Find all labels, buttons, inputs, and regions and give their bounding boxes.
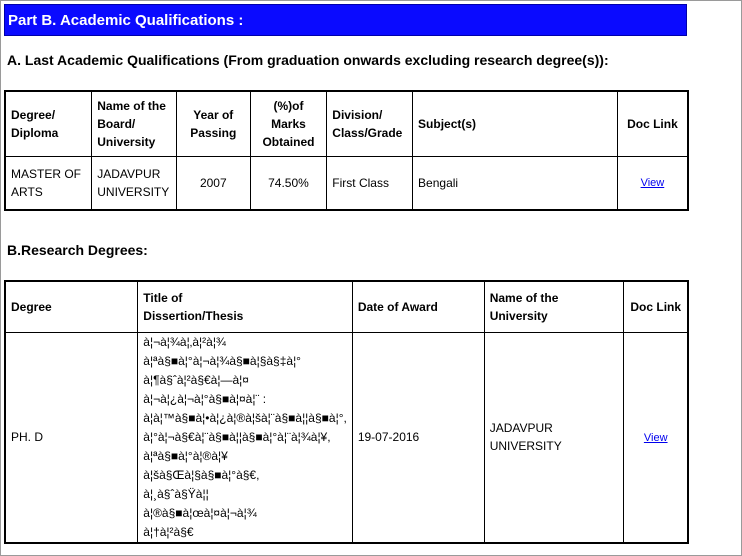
cell-doc-link bbox=[617, 156, 688, 210]
cell-thesis-title bbox=[138, 332, 353, 543]
section-title-research-degrees: B.Research Degrees: bbox=[7, 242, 148, 258]
cell-degree: MASTER OF ARTS bbox=[5, 156, 92, 210]
cell-subject: Bengali bbox=[413, 156, 618, 210]
cell-year: 2007 bbox=[176, 156, 250, 210]
header-board: Name of the Board/ University bbox=[92, 91, 177, 156]
cell-university: JADAVPUR UNIVERSITY bbox=[484, 332, 624, 543]
thesis-title-lines: à¦¬à¦¾à¦‚à¦²à¦¾ à¦ªà§■à¦°à¦¬à¦¾à§■à¦§à§‡à¦° à¦¶à§ˆà¦²à§€à¦—à¦¤ à¦¬à¦¿à¦¬à¦°à§■à¦¤à¦¨ : à¦à¦™à§■à¦•à¦¿à¦®à¦šà¦¨à§■à¦¦à§■à¦°, à¦°à¦¬à§€à¦¨à§■à¦¦à§■à¦°à¦¨à¦¾à¦¥, à¦ªà§■à¦°à¦®à¦¥ à¦šà§Œà¦§à§■à¦°à§€, à¦¸à§ˆà§Ÿà¦¦ à¦®à§■à¦œà¦¤à¦¬à¦¾ à¦†à¦²à§€ bbox=[143, 334, 347, 539]
cell-date-of-award: 19-07-2016 bbox=[352, 332, 484, 543]
header-doc-link: Doc Link bbox=[617, 91, 688, 156]
header-date-of-award: Date of Award bbox=[352, 281, 484, 332]
cell-board: JADAVPUR UNIVERSITY bbox=[92, 156, 177, 210]
table-row bbox=[5, 332, 688, 543]
table-header-row bbox=[5, 281, 688, 332]
header-degree: Degree/ Diploma bbox=[5, 91, 92, 156]
header-subject: Subject(s) bbox=[413, 91, 618, 156]
cell-division: First Class bbox=[327, 156, 413, 210]
header-doc-link: Doc Link bbox=[624, 281, 688, 332]
cell-marks: 74.50% bbox=[250, 156, 327, 210]
header-university: Name of the University bbox=[484, 281, 624, 332]
cell-degree: PH. D bbox=[5, 332, 138, 543]
research-degrees-table bbox=[4, 280, 689, 544]
academic-qualifications-table bbox=[4, 90, 689, 211]
header-marks: (%)of Marks Obtained bbox=[250, 91, 327, 156]
header-year: Year of Passing bbox=[176, 91, 250, 156]
section-title-last-qualifications: A. Last Academic Qualifications (From graduation onwards excluding research degree(s)): bbox=[7, 52, 609, 68]
header-thesis: Title of Dissertion/Thesis bbox=[138, 281, 353, 332]
cell-doc-link bbox=[624, 332, 688, 543]
part-header: Part B. Academic Qualifications : bbox=[4, 4, 687, 36]
header-degree: Degree bbox=[5, 281, 138, 332]
view-document-link[interactable]: View bbox=[643, 431, 668, 444]
header-division: Division/ Class/Grade bbox=[327, 91, 413, 156]
table-row bbox=[5, 156, 688, 210]
view-document-link[interactable]: View bbox=[640, 177, 665, 190]
table-header-row bbox=[5, 91, 688, 156]
